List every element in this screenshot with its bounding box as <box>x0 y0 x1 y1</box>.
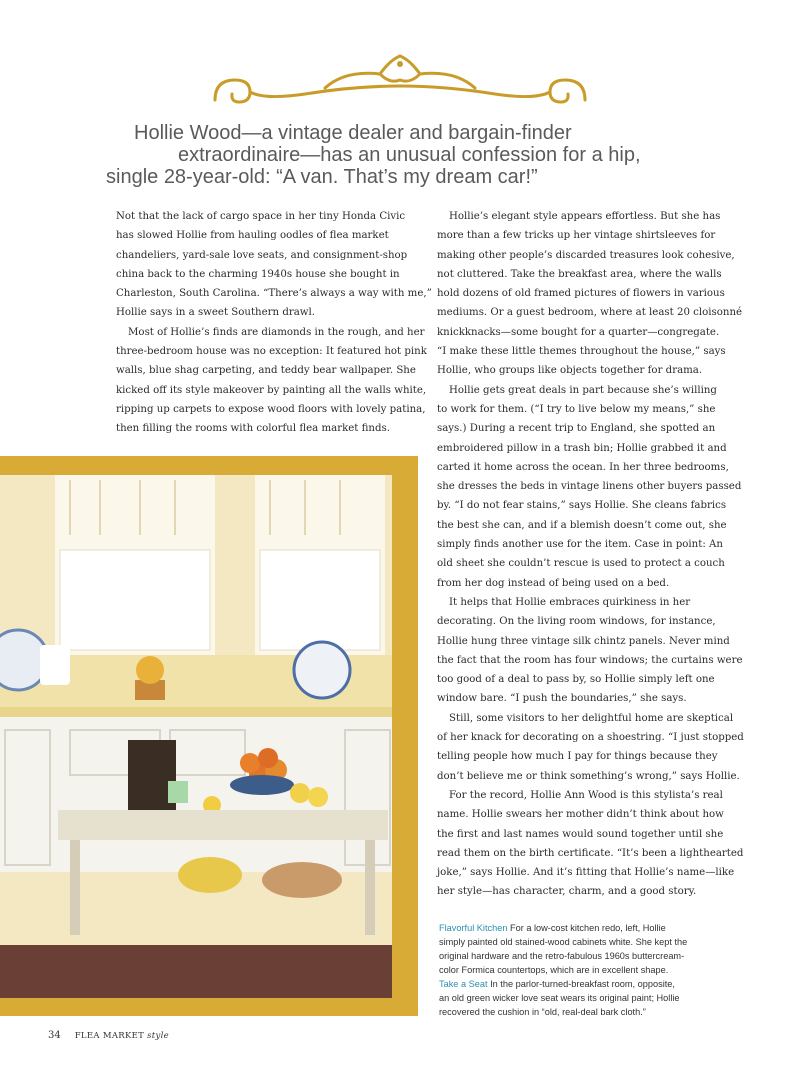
page-folio <box>48 1030 169 1041</box>
body-text-line: the first and last names would sound together until she <box>437 828 724 840</box>
body-text-line: Charleston, South Carolina. “There’s always a way with me,” <box>116 288 432 300</box>
body-text-line: Hollie hung three vintage silk chintz panels. Never mind <box>437 635 730 647</box>
body-text-line: to work for them. (“I try to live below my means,” she <box>437 403 716 415</box>
body-text-line: Hollie says in a sweet Southern drawl. <box>116 307 315 319</box>
body-text-line: Most of Hollie’s finds are diamonds in the rough, and her <box>128 326 425 338</box>
deck-line: extraordinaire—has an unusual confession for a hip, <box>178 144 641 166</box>
deck-subheadline <box>100 122 700 188</box>
body-text-line: “I make these little themes throughout the house,” says <box>437 346 726 358</box>
body-text-line: hold dozens of old framed pictures of flowers in various <box>437 288 725 300</box>
body-text-line: For the record, Hollie Ann Wood is this stylista’s real <box>449 789 723 801</box>
caption-text: color Formica countertops, which are in excellent shape. <box>439 965 669 975</box>
body-text-line: china back to the charming 1940s house she bought in <box>116 268 400 280</box>
body-text-line: walls, blue shag carpeting, and teddy bear wallpaper. She <box>116 365 416 377</box>
body-text-line: It helps that Hollie embraces quirkiness in her <box>449 596 691 608</box>
body-text-line: don’t believe me or think something’s wrong,” says Hollie. <box>437 770 740 782</box>
body-text-line: joke,” says Hollie. And it’s fitting that Hollie’s name—like <box>437 867 735 879</box>
body-text-line: telling people how much I pay for things because they <box>437 751 718 763</box>
body-text-line: not cluttered. Take the breakfast area, where the walls <box>437 268 722 280</box>
caption-text: For a low-cost kitchen redo, left, Hollie <box>507 923 666 933</box>
body-text-line: decorating. On the living room windows, for instance, <box>437 616 716 628</box>
body-text-line: read them on the birth certificate. “It’s been a lighthearted <box>437 847 744 859</box>
caption-text: an old green wicker love seat wears its original paint; Hollie <box>439 993 680 1003</box>
body-text-line: by. “I do not fear stains,” says Hollie. She cleans fabrics <box>437 500 727 512</box>
body-text-line: from her dog instead of being used on a bed. <box>437 577 670 589</box>
body-text-line: making other people’s discarded treasures look cohesive, <box>437 249 735 261</box>
body-column-right <box>437 207 765 902</box>
body-text-line: Hollie gets great deals in part because she’s willing <box>449 384 717 396</box>
body-text-line: three-bedroom house was no exception: It featured hot pink <box>116 346 427 358</box>
body-text-line: carted it home across the ocean. In her three bedrooms, <box>437 461 729 473</box>
body-text-line: says.) During a recent trip to England, she spotted an <box>437 423 716 435</box>
body-text-line: simply finds another use for the item. Case in point: An <box>437 539 723 551</box>
body-text-line: of her knack for decorating on a shoestring. “I just stopped <box>437 732 744 744</box>
deck-line: single 28-year-old: “A van. That’s my dream car!” <box>106 166 538 188</box>
body-text-line: she dresses the beds in vintage linens other buyers passed <box>437 481 742 493</box>
caption-text: recovered the cushion in “old, real-deal bark cloth.” <box>439 1007 646 1017</box>
body-text-line: the best she can, and if a blemish doesn’t come out, she <box>437 519 727 531</box>
body-text-line: ripping up carpets to expose wood floors with lovely patina, <box>116 403 426 415</box>
body-text-line: window bare. “I push the boundaries,” she says. <box>437 693 687 705</box>
body-text-line: too good of a deal to pass by, so Hollie simply left one <box>437 674 715 686</box>
body-text-line: Not that the lack of cargo space in her tiny Honda Civic <box>116 211 406 222</box>
kitchen-photo <box>0 475 392 998</box>
deck-line: Hollie Wood—a vintage dealer and bargain-finder <box>134 122 572 144</box>
scroll-ornament-icon <box>205 50 595 110</box>
body-text-line: Hollie, who groups like objects together for drama. <box>437 365 703 377</box>
caption-title: Flavorful Kitchen <box>439 923 508 933</box>
body-text-line: embroidered pillow in a trash bin; Hollie grabbed it and <box>437 442 727 454</box>
caption-text: simply painted old stained-wood cabinets white. She kept the <box>439 937 688 947</box>
caption-text: In the parlor-turned-breakfast room, opposite, <box>487 979 675 989</box>
caption-title: Take a Seat <box>439 979 488 989</box>
caption-text: original hardware and the retro-fabulous 1960s buttercream- <box>439 951 685 961</box>
body-text-line: more than a few tricks up her vintage shirtsleeves for <box>437 230 716 242</box>
body-text-line: knickknacks—some bought for a quarter—congregate. <box>437 326 720 338</box>
page-number: 34 <box>48 1030 61 1041</box>
body-text-line: Hollie’s elegant style appears effortless. But she has <box>449 211 721 222</box>
body-text-line: the fact that the room has four windows; the curtains were <box>437 654 743 666</box>
body-text-line: chandeliers, yard-sale love seats, and consignment-shop <box>116 249 408 261</box>
body-text-line: kicked off its style makeover by painting all the walls white, <box>116 384 427 396</box>
body-text-line: then filling the rooms with colorful flea market finds. <box>116 423 390 435</box>
photo-caption <box>439 921 769 1019</box>
body-text-line: has slowed Hollie from hauling oodles of flea market <box>116 230 389 242</box>
body-text-line: her style—has character, charm, and a good story. <box>437 886 697 898</box>
body-text-line: old sheet she couldn’t rescue is used to protect a couch <box>437 558 725 570</box>
body-text-line: name. Hollie swears her mother didn’t think about how <box>437 809 724 821</box>
body-column-left <box>116 207 432 439</box>
body-text-line: Still, some visitors to her delightful home are skeptical <box>449 712 734 724</box>
body-text-line: mediums. Or a guest bedroom, where at least 20 cloisonné <box>437 307 743 319</box>
magazine-name: FLEA MARKET style <box>74 1031 169 1041</box>
